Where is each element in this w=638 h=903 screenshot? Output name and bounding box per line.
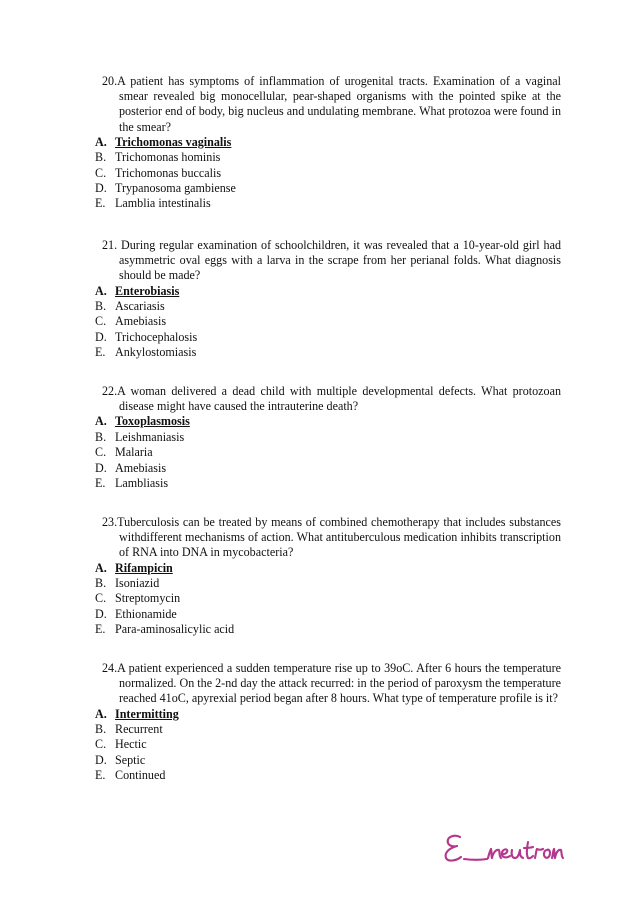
option-letter: B. xyxy=(95,150,107,165)
option-letter: C. xyxy=(95,737,107,752)
signature-logo xyxy=(440,827,565,869)
answer-option xyxy=(95,330,561,345)
answer-options xyxy=(95,135,561,212)
question-block xyxy=(95,74,561,212)
answer-option xyxy=(95,707,561,722)
option-letter: D. xyxy=(95,606,107,621)
option-text: Septic xyxy=(115,752,146,767)
option-letter: D. xyxy=(95,752,107,767)
option-text: Para-aminosalicylic acid xyxy=(115,622,235,637)
answer-option xyxy=(95,314,561,329)
option-text: Trichomonas buccalis xyxy=(115,165,222,180)
answer-option xyxy=(95,768,561,783)
answer-options xyxy=(95,414,561,491)
option-letter: A. xyxy=(95,414,107,429)
option-letter: C. xyxy=(95,591,107,606)
question-text: 21. During regular examination of schoolchildren, it was revealed that a 10-year-old girl had asymmetric oval eggs with a larva in the scrape from her perianal folds. What diagnosis should be made? xyxy=(102,238,561,283)
option-letter: C. xyxy=(95,314,107,329)
answer-option xyxy=(95,166,561,181)
answer-option xyxy=(95,722,561,737)
answer-option xyxy=(95,284,561,299)
question-text: 23.Tuberculosis can be treated by means of combined chemotherapy that includes substances withdifferent mechanisms of action. What antituberculous medication inhibits transcription of RNA into DNA in mycobacteria? xyxy=(102,515,561,560)
question-block xyxy=(95,384,561,491)
question-text: 22.A woman delivered a dead child with multiple developmental defects. What protozoan disease might have caused the intrauterine death? xyxy=(102,384,561,414)
option-text: Trichocephalosis xyxy=(115,329,198,344)
option-text: Rifampicin xyxy=(115,560,173,575)
answer-options xyxy=(95,707,561,784)
answer-option xyxy=(95,753,561,768)
option-letter: E. xyxy=(95,196,106,211)
option-letter: B. xyxy=(95,722,107,736)
option-letter: E. xyxy=(95,345,106,360)
option-text: Recurrent xyxy=(115,722,163,736)
answer-option xyxy=(95,607,561,622)
option-letter: D. xyxy=(95,329,107,344)
answer-option xyxy=(95,181,561,196)
option-text: Trichomonas hominis xyxy=(115,150,221,165)
option-text: Malaria xyxy=(115,445,153,460)
option-text: Hectic xyxy=(115,737,147,752)
option-letter: A. xyxy=(95,134,107,149)
option-text: Lambliasis xyxy=(115,475,169,490)
option-text: Ankylostomiasis xyxy=(115,345,197,360)
option-letter: C. xyxy=(95,165,107,180)
option-letter: E. xyxy=(95,475,106,490)
answer-options xyxy=(95,561,561,638)
option-letter: B. xyxy=(95,576,107,590)
answer-option xyxy=(95,414,561,429)
question-block xyxy=(95,515,561,638)
question-text: 20.A patient has symptoms of inflammation of urogenital tracts. Examination of a vaginal smear revealed big monocellular, pear-shaped organisms with the pointed spike at the posterior end of body, big nucleus and undulating membrane. What protozoa were found in the smear? xyxy=(102,74,561,134)
answer-option xyxy=(95,476,561,491)
option-letter: D. xyxy=(95,180,107,195)
question-block xyxy=(95,238,561,361)
option-letter: D. xyxy=(95,460,107,475)
answer-option xyxy=(95,196,561,211)
answer-option xyxy=(95,299,561,314)
question-text: 24.A patient experienced a sudden temperature rise up to 39oC. After 6 hours the temperature normalized. On the 2-nd day the attack recurred: in the period of paroxysm the temperature reached 41oC, apyrexial period began after 8 hours. What type of temperature profile is it? xyxy=(102,661,561,706)
answer-option xyxy=(95,561,561,576)
option-text: Trichomonas vaginalis xyxy=(115,134,232,149)
question-block xyxy=(95,661,561,784)
option-letter: E. xyxy=(95,768,106,783)
option-text: Ascariasis xyxy=(115,299,165,313)
option-text: Trypanosoma gambiense xyxy=(115,180,236,195)
option-letter: E. xyxy=(95,622,106,637)
option-letter: A. xyxy=(95,283,107,298)
option-text: Isoniazid xyxy=(115,576,160,590)
answer-option xyxy=(95,445,561,460)
answer-option xyxy=(95,576,561,591)
answer-option xyxy=(95,150,561,165)
option-text: Enterobiasis xyxy=(115,283,180,298)
option-letter: B. xyxy=(95,429,107,444)
option-letter: C. xyxy=(95,445,107,460)
answer-option xyxy=(95,345,561,360)
option-text: Continued xyxy=(115,768,166,783)
option-letter: A. xyxy=(95,706,107,721)
answer-option xyxy=(95,430,561,445)
option-text: Lamblia intestinalis xyxy=(115,196,211,211)
option-text: Amebiasis xyxy=(115,314,167,329)
option-text: Leishmaniasis xyxy=(115,429,185,444)
option-text: Ethionamide xyxy=(115,606,177,621)
option-letter: B. xyxy=(95,299,107,313)
answer-options xyxy=(95,284,561,361)
option-text: Amebiasis xyxy=(115,460,167,475)
answer-option xyxy=(95,461,561,476)
option-text: Toxoplasmosis xyxy=(115,414,190,429)
answer-option xyxy=(95,591,561,606)
option-letter: A. xyxy=(95,560,107,575)
option-text: Streptomycin xyxy=(115,591,181,606)
answer-option xyxy=(95,622,561,637)
answer-option xyxy=(95,737,561,752)
answer-option xyxy=(95,135,561,150)
option-text: Intermitting xyxy=(115,706,179,721)
